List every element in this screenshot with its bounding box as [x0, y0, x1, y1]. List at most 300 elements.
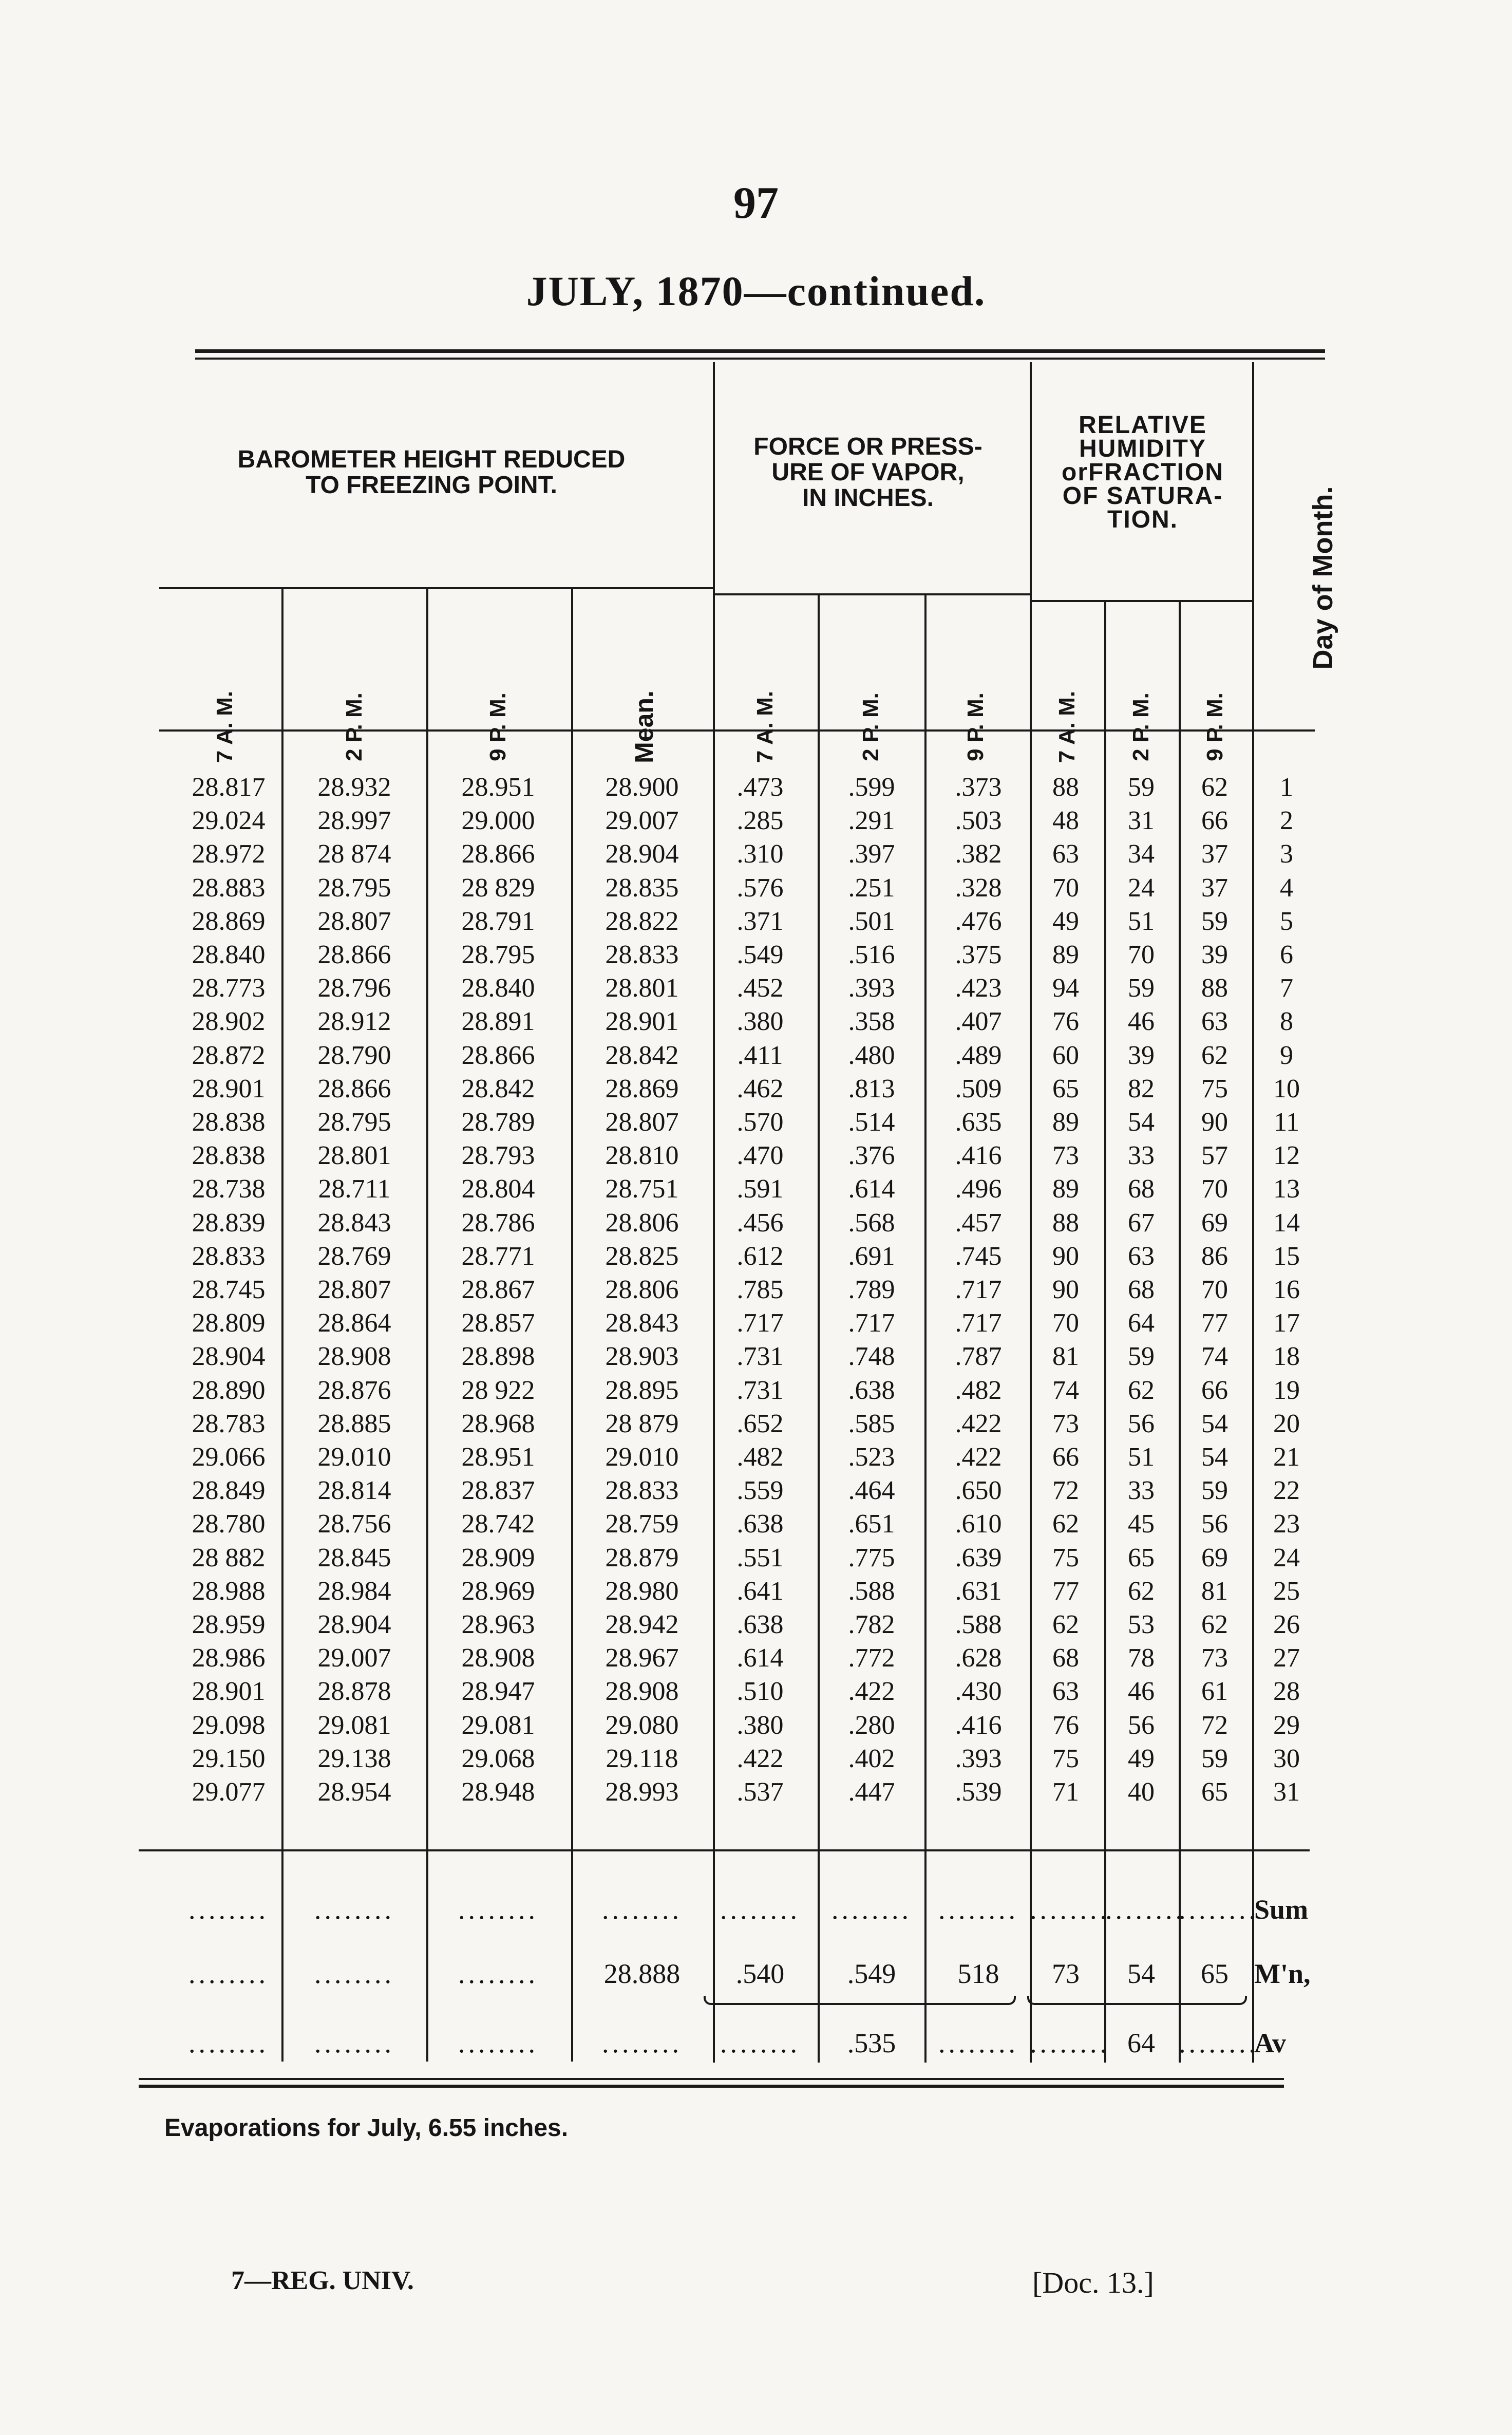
leader-dots: ........: [938, 2028, 1018, 2058]
table-cell: 3: [1280, 839, 1293, 869]
table-cell: .650: [955, 1476, 1002, 1506]
table-cell: 28.839: [192, 1208, 266, 1238]
sum-label: Sum: [1254, 1894, 1309, 1925]
col-header-hum-9pm: 9 P. M.: [1202, 692, 1227, 761]
table-cell: 29.118: [606, 1744, 678, 1773]
table-cell: 68: [1128, 1275, 1155, 1304]
table-cell: .717: [736, 1308, 784, 1338]
table-cell: 81: [1201, 1576, 1228, 1606]
table-cell: 29.007: [605, 806, 679, 836]
table-cell: 68: [1128, 1174, 1155, 1204]
table-cell: 66: [1201, 1375, 1228, 1405]
leader-dots: ........: [458, 1958, 538, 1989]
group-heading-barometer: BAROMETER HEIGHT REDUCED TO FREEZING POINT.: [237, 446, 626, 499]
table-cell: 63: [1128, 1241, 1155, 1271]
mean-label: M'n,: [1254, 1958, 1311, 1989]
table-cell: 28.883: [192, 873, 266, 903]
table-cell: 82: [1128, 1074, 1155, 1103]
table-cell: 70: [1128, 940, 1155, 969]
table-row: [0, 1775, 1512, 1809]
table-cell: 39: [1128, 1040, 1155, 1070]
table-cell: .772: [848, 1643, 895, 1673]
table-cell: 28.869: [192, 906, 266, 936]
table-cell: 28.876: [317, 1375, 391, 1405]
table-cell: 31: [1128, 806, 1155, 836]
table-cell: 89: [1052, 940, 1079, 969]
table-row: [0, 1407, 1512, 1440]
table-cell: .503: [955, 806, 1002, 836]
table-cell: .456: [736, 1208, 784, 1238]
table-cell: 29.080: [605, 1710, 679, 1740]
table-cell: 28.795: [461, 940, 535, 969]
page-title: JULY, 1870—continued.: [526, 268, 986, 314]
table-cell: 28.866: [461, 1040, 535, 1070]
table-row: [0, 905, 1512, 938]
table-cell: 28.742: [461, 1509, 535, 1539]
table-cell: 28.849: [192, 1476, 266, 1506]
table-cell: 28.947: [461, 1677, 535, 1707]
table-cell: 28.751: [605, 1174, 679, 1204]
table-cell: .775: [848, 1543, 895, 1572]
table-cell: 62: [1128, 1375, 1155, 1405]
table-cell: 4: [1280, 873, 1293, 903]
table-cell: .638: [736, 1610, 784, 1639]
table-cell: 51: [1128, 1443, 1155, 1472]
table-cell: 11: [1273, 1108, 1300, 1137]
table-row: [0, 1273, 1512, 1306]
leader-dots: ........: [938, 1894, 1018, 1925]
table-cell: 28.942: [605, 1610, 679, 1639]
table-cell: 27: [1273, 1643, 1300, 1673]
table-cell: 28.901: [192, 1677, 266, 1707]
table-cell: 12: [1273, 1141, 1300, 1171]
table-cell: 28.773: [192, 973, 266, 1003]
table-cell: 28.822: [605, 906, 679, 936]
table-cell: 31: [1273, 1777, 1300, 1807]
table-cell: .638: [848, 1375, 895, 1405]
table-cell: 77: [1052, 1576, 1079, 1606]
table-cell: 28.838: [192, 1141, 266, 1171]
table-cell: 28.842: [461, 1074, 535, 1103]
table-row: [0, 1608, 1512, 1641]
table-cell: 28.789: [461, 1108, 535, 1137]
table-cell: 28.786: [461, 1208, 535, 1238]
table-cell: .537: [736, 1777, 784, 1807]
table-cell: 28 879: [605, 1409, 679, 1438]
table-cell: 28.872: [192, 1040, 266, 1070]
table-cell: 66: [1052, 1443, 1079, 1472]
table-cell: .380: [736, 1007, 784, 1037]
table-cell: .748: [848, 1342, 895, 1372]
table-cell: .568: [848, 1208, 895, 1238]
table-cell: .397: [848, 839, 895, 869]
table-cell: 46: [1128, 1677, 1155, 1707]
table-cell: .717: [955, 1275, 1002, 1304]
table-cell: .376: [848, 1141, 895, 1171]
table-cell: 28.790: [317, 1040, 391, 1070]
table-cell: .614: [848, 1174, 895, 1204]
table-cell: 54: [1128, 1108, 1155, 1137]
table-cell: 88: [1201, 973, 1228, 1003]
sum-label-row: [0, 1893, 1512, 1926]
table-cell: 28.837: [461, 1476, 535, 1506]
table-cell: 28.738: [192, 1174, 266, 1204]
table-cell: 28.912: [317, 1007, 391, 1037]
table-cell: 14: [1273, 1208, 1300, 1238]
table-cell: .375: [955, 940, 1002, 969]
bottom-rule: [139, 2078, 1284, 2080]
leader-dots: ........: [1030, 1894, 1110, 1925]
summary-value: 64: [1127, 2028, 1155, 2058]
table-cell: 10: [1273, 1074, 1300, 1103]
table-cell: 2: [1280, 806, 1293, 836]
table-cell: 62: [1201, 773, 1228, 802]
table-cell: 45: [1128, 1509, 1155, 1539]
table-row: [0, 1240, 1512, 1273]
leader-dots: ........: [720, 1894, 800, 1925]
evaporation-note: Evaporations for July, 6.55 inches.: [164, 2114, 569, 2142]
table-cell: 54: [1201, 1409, 1228, 1438]
table-cell: 65: [1128, 1543, 1155, 1572]
table-row: [0, 1005, 1512, 1038]
table-cell: 28.838: [192, 1108, 266, 1137]
table-cell: .717: [848, 1308, 895, 1338]
table-cell: 28.951: [461, 773, 535, 802]
leader-dots: ........: [188, 2028, 269, 2058]
leader-dots: ........: [188, 1958, 269, 1989]
table-row: [0, 837, 1512, 871]
leader-dots: ........: [1030, 2028, 1110, 2058]
table-cell: 28.909: [461, 1543, 535, 1572]
table-cell: 29.081: [317, 1710, 391, 1740]
table-cell: 28.963: [461, 1610, 535, 1639]
table-cell: .464: [848, 1476, 895, 1506]
table-cell: 28.833: [605, 940, 679, 969]
average-label: Av: [1254, 2028, 1286, 2058]
table-cell: .523: [848, 1443, 895, 1472]
table-cell: 28.864: [317, 1308, 391, 1338]
table-cell: 39: [1201, 940, 1228, 969]
table-row: [0, 1139, 1512, 1172]
table-cell: 28.793: [461, 1141, 535, 1171]
table-cell: 28 882: [192, 1543, 266, 1572]
table-cell: 90: [1052, 1275, 1079, 1304]
leader-dots: ........: [314, 2028, 394, 2058]
table-row: [0, 1306, 1512, 1340]
table-cell: 51: [1128, 906, 1155, 936]
table-cell: 28.885: [317, 1409, 391, 1438]
table-cell: .501: [848, 906, 895, 936]
col-header-baro-9pm: 9 P. M.: [485, 692, 511, 761]
table-cell: 33: [1128, 1476, 1155, 1506]
table-cell: 63: [1052, 1677, 1079, 1707]
table-cell: 17: [1273, 1308, 1300, 1338]
table-cell: 62: [1201, 1040, 1228, 1070]
table-cell: 28.954: [317, 1777, 391, 1807]
table-cell: 63: [1201, 1007, 1228, 1037]
table-cell: 75: [1052, 1744, 1079, 1773]
table-cell: 28.948: [461, 1777, 535, 1807]
table-cell: 62: [1201, 1610, 1228, 1639]
table-cell: 28.796: [317, 973, 391, 1003]
table-cell: 28.842: [605, 1040, 679, 1070]
table-cell: 28.857: [461, 1308, 535, 1338]
table-cell: .430: [955, 1677, 1002, 1707]
table-cell: 9: [1280, 1040, 1293, 1070]
table-cell: .509: [955, 1074, 1002, 1103]
table-cell: 28.988: [192, 1576, 266, 1606]
subheader-rule-humidity: [1030, 600, 1252, 602]
summary-value: 28.888: [603, 1958, 681, 1989]
table-cell: .641: [736, 1576, 784, 1606]
table-cell: .516: [848, 940, 895, 969]
table-cell: 63: [1052, 839, 1079, 869]
table-cell: 28.932: [317, 773, 391, 802]
table-cell: 66: [1201, 806, 1228, 836]
table-cell: 13: [1273, 1174, 1300, 1204]
table-cell: 8: [1280, 1007, 1293, 1037]
table-row: [0, 1575, 1512, 1608]
table-cell: 74: [1052, 1375, 1079, 1405]
mean-label-row: [0, 1957, 1512, 1991]
summary-value: .540: [735, 1958, 785, 1989]
group-heading-humidity: RELATIVE HUMIDITY orFRACTION OF SATURA- TION.: [1062, 411, 1224, 533]
table-cell: .612: [736, 1241, 784, 1271]
table-cell: .588: [955, 1610, 1002, 1639]
table-cell: .482: [736, 1443, 784, 1472]
table-cell: 21: [1273, 1443, 1300, 1472]
table-cell: 28.806: [605, 1275, 679, 1304]
table-cell: 5: [1280, 906, 1293, 936]
table-row: [0, 1709, 1512, 1742]
table-cell: .787: [955, 1342, 1002, 1372]
table-cell: 1: [1280, 773, 1293, 802]
table-cell: 28.908: [317, 1342, 391, 1372]
table-cell: 28.901: [192, 1074, 266, 1103]
average-label-row: [0, 2027, 1512, 2060]
subheader-rule-barometer: [159, 587, 714, 589]
table-cell: .422: [736, 1744, 784, 1773]
table-cell: 94: [1052, 973, 1079, 1003]
table-cell: .473: [736, 773, 784, 802]
table-cell: 28.835: [605, 873, 679, 903]
leader-dots: ........: [1179, 1894, 1259, 1925]
table-cell: .280: [848, 1710, 895, 1740]
table-cell: 28.898: [461, 1342, 535, 1372]
table-cell: 59: [1201, 1744, 1228, 1773]
table-cell: .651: [848, 1509, 895, 1539]
table-cell: 81: [1052, 1342, 1079, 1372]
table-cell: 70: [1052, 873, 1079, 903]
table-cell: .551: [736, 1543, 784, 1572]
table-cell: 28.814: [317, 1476, 391, 1506]
table-cell: 29.081: [461, 1710, 535, 1740]
table-cell: 28.759: [605, 1509, 679, 1539]
table-cell: 24: [1273, 1543, 1300, 1572]
table-cell: 23: [1273, 1509, 1300, 1539]
top-rule-inner: [195, 358, 1325, 360]
table-row: [0, 971, 1512, 1005]
table-cell: 28.879: [605, 1543, 679, 1572]
table-cell: .402: [848, 1744, 895, 1773]
table-cell: 28.904: [192, 1342, 266, 1372]
table-cell: 28.807: [317, 1275, 391, 1304]
summary-value: .549: [847, 1958, 896, 1989]
table-cell: 28.866: [461, 839, 535, 869]
table-row: [0, 1374, 1512, 1407]
table-cell: 18: [1273, 1342, 1300, 1372]
leader-dots: ........: [458, 2028, 538, 2058]
table-row: [0, 1340, 1512, 1373]
table-cell: 76: [1052, 1710, 1079, 1740]
table-cell: .416: [955, 1710, 1002, 1740]
table-cell: .785: [736, 1275, 784, 1304]
table-cell: .813: [848, 1074, 895, 1103]
table-cell: 28.825: [605, 1241, 679, 1271]
table-cell: 70: [1201, 1275, 1228, 1304]
table-cell: 20: [1273, 1409, 1300, 1438]
table-cell: 29.007: [317, 1643, 391, 1673]
table-cell: 28.745: [192, 1275, 266, 1304]
table-cell: 53: [1128, 1610, 1155, 1639]
table-cell: .422: [955, 1409, 1002, 1438]
table-row: [0, 1742, 1512, 1775]
table-cell: 65: [1052, 1074, 1079, 1103]
table-cell: 57: [1201, 1141, 1228, 1171]
table-cell: 34: [1128, 839, 1155, 869]
table-cell: 28.866: [317, 940, 391, 969]
table-cell: .373: [955, 773, 1002, 802]
table-cell: .731: [736, 1342, 784, 1372]
table-cell: 28.867: [461, 1275, 535, 1304]
table-cell: .358: [848, 1007, 895, 1037]
table-cell: 28.807: [605, 1108, 679, 1137]
summary-value: 518: [957, 1958, 999, 1989]
table-cell: 28.806: [605, 1208, 679, 1238]
table-cell: .480: [848, 1040, 895, 1070]
table-row: [0, 1440, 1512, 1474]
table-cell: 72: [1052, 1476, 1079, 1506]
table-row: [0, 1474, 1512, 1507]
table-cell: 30: [1273, 1744, 1300, 1773]
table-cell: .393: [848, 973, 895, 1003]
table-cell: 28.810: [605, 1141, 679, 1171]
table-cell: 29.000: [461, 806, 535, 836]
table-cell: 29.077: [192, 1777, 266, 1807]
table-cell: .411: [737, 1040, 783, 1070]
table-cell: 89: [1052, 1174, 1079, 1204]
leader-dots: ........: [602, 2028, 682, 2058]
table-cell: 28.843: [605, 1308, 679, 1338]
table-cell: 54: [1201, 1443, 1228, 1472]
leader-dots: ........: [1105, 1894, 1185, 1925]
top-rule: [195, 349, 1325, 353]
table-cell: .635: [955, 1108, 1002, 1137]
table-cell: 19: [1273, 1375, 1300, 1405]
table-cell: 28.968: [461, 1409, 535, 1438]
table-cell: 37: [1201, 873, 1228, 903]
table-cell: 89: [1052, 1108, 1079, 1137]
table-cell: 28.993: [605, 1777, 679, 1807]
table-cell: 28.967: [605, 1643, 679, 1673]
table-cell: 28.833: [192, 1241, 266, 1271]
table-cell: 28.711: [318, 1174, 391, 1204]
table-cell: 28.795: [317, 1108, 391, 1137]
table-cell: 28.895: [605, 1375, 679, 1405]
table-cell: 28.801: [605, 973, 679, 1003]
vapor-average-brace: [704, 1996, 1016, 2005]
table-cell: 29.024: [192, 806, 266, 836]
table-cell: 28.908: [461, 1643, 535, 1673]
table-cell: 28.780: [192, 1509, 266, 1539]
leader-dots: ........: [188, 1894, 269, 1925]
table-cell: 59: [1128, 1342, 1155, 1372]
table-cell: .717: [955, 1308, 1002, 1338]
table-row: [0, 1172, 1512, 1206]
table-cell: 75: [1201, 1074, 1228, 1103]
table-row: [0, 1206, 1512, 1240]
table-row: [0, 1641, 1512, 1675]
table-cell: 28.903: [605, 1342, 679, 1372]
table-cell: 75: [1052, 1543, 1079, 1572]
table-cell: 29.066: [192, 1443, 266, 1472]
table-cell: 61: [1201, 1677, 1228, 1707]
table-cell: .422: [848, 1677, 895, 1707]
table-cell: 28.791: [461, 906, 535, 936]
table-cell: .514: [848, 1108, 895, 1137]
table-cell: 28.891: [461, 1007, 535, 1037]
table-cell: .570: [736, 1108, 784, 1137]
table-cell: 28 874: [317, 839, 391, 869]
table-cell: 28.817: [192, 773, 266, 802]
table-cell: .496: [955, 1174, 1002, 1204]
leader-dots: ........: [831, 1894, 912, 1925]
table-cell: 64: [1128, 1308, 1155, 1338]
table-cell: 28.902: [192, 1007, 266, 1037]
table-cell: .251: [848, 873, 895, 903]
table-cell: .285: [736, 806, 784, 836]
page-number: 97: [733, 178, 779, 228]
table-cell: 28.756: [317, 1509, 391, 1539]
table-cell: 70: [1052, 1308, 1079, 1338]
leader-dots: ........: [720, 2028, 800, 2058]
table-cell: 76: [1052, 1007, 1079, 1037]
table-row: [0, 1541, 1512, 1575]
col-header-hum-2pm: 2 P. M.: [1128, 692, 1154, 761]
table-cell: .422: [955, 1443, 1002, 1472]
table-cell: 59: [1201, 1476, 1228, 1506]
table-cell: .476: [955, 906, 1002, 936]
table-cell: .393: [955, 1744, 1002, 1773]
table-row: [0, 771, 1512, 804]
table-row: [0, 1675, 1512, 1708]
table-cell: 49: [1052, 906, 1079, 936]
table-cell: .599: [848, 773, 895, 802]
table-cell: 48: [1052, 806, 1079, 836]
col-header-baro-2pm: 2 P. M.: [342, 692, 367, 761]
col-header-day: Day of Month.: [1308, 486, 1338, 670]
table-cell: .782: [848, 1610, 895, 1639]
table-cell: 24: [1128, 873, 1155, 903]
col-header-vapor-2pm: 2 P. M.: [858, 692, 883, 761]
subheader-rule-vapor: [713, 593, 1030, 595]
summary-value: .535: [847, 2028, 896, 2058]
table-cell: 28.986: [192, 1643, 266, 1673]
table-cell: 28 829: [461, 873, 535, 903]
table-cell: .328: [955, 873, 1002, 903]
table-cell: 71: [1052, 1777, 1079, 1807]
table-cell: 25: [1273, 1576, 1300, 1606]
